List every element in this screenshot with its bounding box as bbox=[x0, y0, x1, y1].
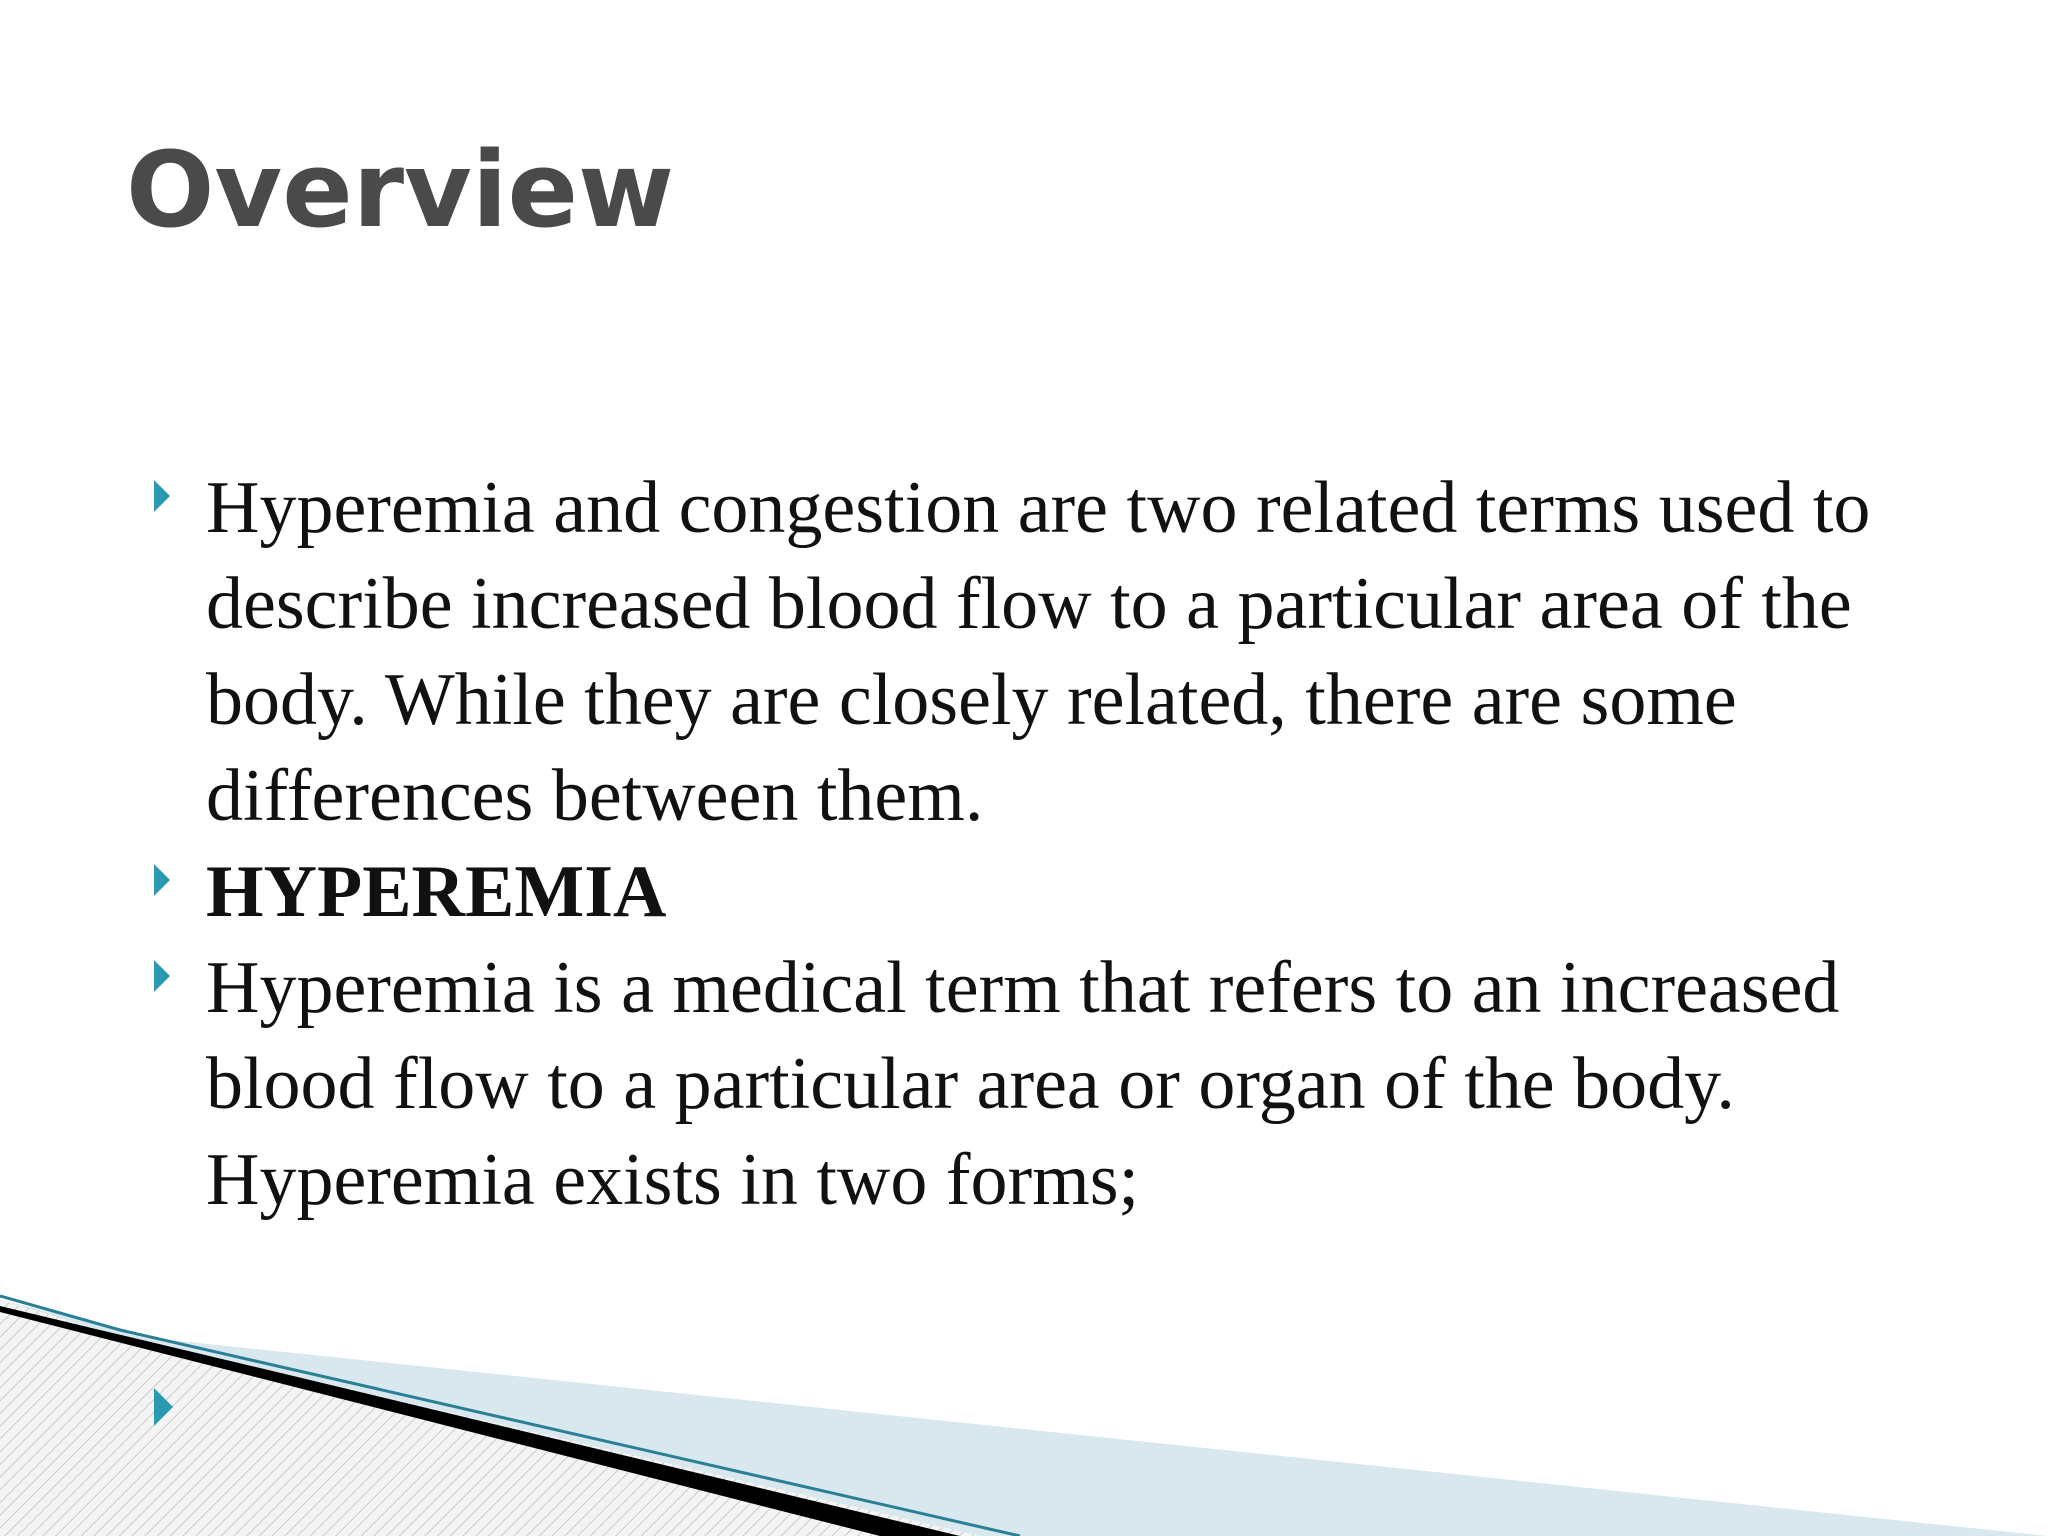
bullet-item bbox=[150, 940, 1930, 1228]
triangle-right-icon bbox=[154, 480, 170, 512]
triangle-right-icon bbox=[154, 1388, 173, 1426]
bullet-list bbox=[150, 460, 1930, 1228]
bullet-item bbox=[150, 460, 1930, 844]
triangle-right-icon bbox=[154, 960, 170, 992]
bullet-heading: HYPEREMIA bbox=[206, 851, 667, 933]
bullet-item bbox=[150, 844, 1930, 940]
bullet-text: Hyperemia is a medical term that refers to an increased blood flow to a particular area or organ of the body. Hyperemia exists in two forms; bbox=[206, 947, 1840, 1221]
bullet-text: Hyperemia and congestion are two related terms used to describe increased blood flow to a particular area of the body. While they are closely related, there are some differences between them. bbox=[206, 467, 1871, 837]
triangle-right-icon bbox=[154, 864, 170, 896]
slide-title: Overview bbox=[126, 129, 675, 251]
